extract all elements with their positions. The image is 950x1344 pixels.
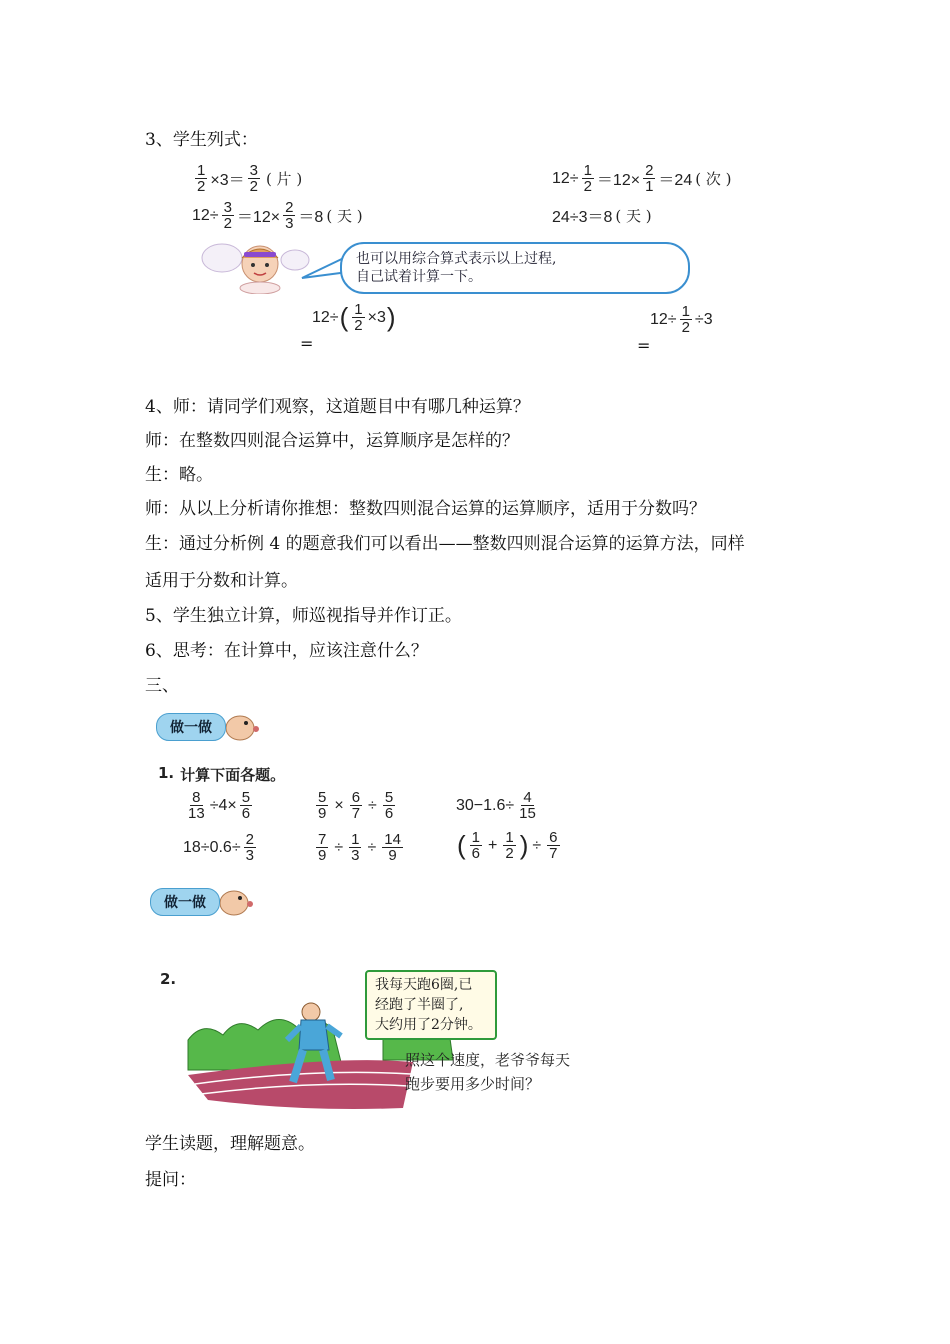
fraction bbox=[248, 163, 260, 194]
combined-formula-left bbox=[312, 302, 397, 333]
mole-icon bbox=[220, 887, 254, 917]
speech-line: 我每天跑6圈,已 bbox=[375, 977, 473, 993]
question-2-text bbox=[405, 1048, 570, 1096]
fraction bbox=[350, 790, 362, 821]
operator: ÷ bbox=[367, 838, 377, 856]
numerator: 5 bbox=[318, 789, 327, 806]
numerator: 7 bbox=[318, 831, 327, 848]
operator: ÷ bbox=[532, 836, 542, 854]
paragraph: 4、师：请同学们观察，这道题目中有哪几种运算？ bbox=[145, 397, 530, 417]
fraction bbox=[222, 200, 234, 231]
numerator: 2 bbox=[245, 831, 254, 848]
operator: 30−1.6÷ bbox=[456, 796, 515, 814]
numerator: 14 bbox=[384, 831, 401, 848]
speech-line: 经跑了半圈了, bbox=[375, 997, 464, 1013]
denominator: 2 bbox=[681, 319, 690, 336]
question-line: 照这个速度，老爷爷每天 bbox=[405, 1051, 571, 1069]
unit: ( 天 ) bbox=[615, 207, 652, 225]
paragraph: 5、学生独立计算，师巡视指导并作订正。 bbox=[145, 606, 462, 626]
question-line: 跑步要用多少时间？ bbox=[405, 1075, 541, 1093]
fraction bbox=[503, 830, 515, 861]
speech-bubble bbox=[340, 242, 690, 294]
practice-tag-label: 做一做 bbox=[156, 713, 226, 741]
fraction bbox=[352, 302, 364, 333]
exercise-5 bbox=[313, 832, 406, 863]
operator: ÷4× bbox=[209, 796, 237, 814]
paragraph: 提问： bbox=[145, 1170, 196, 1190]
unit: ( 片 ) bbox=[265, 170, 303, 188]
operator: ×3＝ bbox=[210, 172, 245, 189]
operator: 12÷ bbox=[552, 169, 579, 187]
operator: ÷ bbox=[334, 838, 344, 856]
numerator: 1 bbox=[583, 162, 592, 179]
denominator: 9 bbox=[318, 805, 327, 822]
numerator: 3 bbox=[249, 162, 258, 179]
denominator: 2 bbox=[197, 178, 206, 195]
denominator: 6 bbox=[241, 805, 251, 822]
fraction bbox=[283, 200, 295, 231]
paren-close: ) bbox=[519, 830, 529, 860]
fraction bbox=[382, 832, 403, 863]
paren-open: ( bbox=[339, 302, 349, 332]
operator: 12÷ bbox=[650, 310, 677, 328]
fraction bbox=[316, 832, 328, 863]
question-number: 1. bbox=[158, 764, 175, 782]
denominator: 7 bbox=[351, 805, 361, 822]
denominator: 2 bbox=[505, 845, 514, 862]
numerator: 6 bbox=[549, 829, 558, 846]
formula-1 bbox=[192, 163, 302, 194]
fraction bbox=[470, 830, 482, 861]
bubble-line: 自己试着计算一下。 bbox=[356, 269, 482, 285]
denominator: 13 bbox=[188, 805, 205, 822]
numerator: 5 bbox=[384, 789, 394, 806]
fraction bbox=[195, 163, 207, 194]
operator: × bbox=[334, 796, 344, 814]
operator: ＝12× bbox=[596, 172, 641, 189]
denominator: 1 bbox=[645, 178, 654, 195]
numerator: 1 bbox=[505, 829, 514, 846]
practice-tag-2 bbox=[150, 887, 254, 917]
equals-right: = bbox=[637, 336, 651, 355]
question-2-number: 2. bbox=[160, 970, 177, 988]
combined-formula-right bbox=[650, 304, 713, 335]
formula-3 bbox=[552, 163, 731, 194]
denominator: 15 bbox=[519, 805, 536, 822]
paragraph: 师：在整数四则混合运算中，运算顺序是怎样的？ bbox=[145, 431, 519, 451]
exercise-4 bbox=[183, 832, 259, 863]
denominator: 3 bbox=[245, 847, 254, 864]
fraction bbox=[383, 790, 395, 821]
paragraph: 6、思考：在计算中，应该注意什么？ bbox=[145, 641, 428, 661]
unit: ( 天 ) bbox=[326, 207, 363, 225]
paren-open: ( bbox=[457, 830, 466, 860]
question-title: 计算下面各题。 bbox=[180, 766, 286, 784]
numerator: 1 bbox=[354, 301, 363, 318]
exercise-1 bbox=[183, 790, 255, 821]
numerator: 3 bbox=[223, 199, 232, 216]
bubble-line: 也可以用综合算式表示以上过程, bbox=[356, 251, 557, 267]
paragraph: 学生读题，理解题意。 bbox=[145, 1134, 315, 1154]
operator: ＝8 bbox=[298, 209, 324, 226]
mole-icon bbox=[226, 712, 260, 742]
numerator: 2 bbox=[645, 162, 654, 179]
fraction bbox=[643, 163, 655, 194]
formula-2 bbox=[192, 200, 363, 231]
fraction bbox=[582, 163, 594, 194]
fraction bbox=[517, 790, 538, 821]
paragraph: 生：略。 bbox=[145, 465, 213, 485]
practice-tag-1 bbox=[156, 712, 260, 742]
paragraph: 生：通过分析例 4 的题意我们可以看出——整数四则混合运算的运算方法，同样 bbox=[145, 534, 745, 554]
denominator: 2 bbox=[583, 178, 592, 195]
operator: ÷ bbox=[368, 796, 377, 814]
numerator: 8 bbox=[192, 789, 201, 806]
numerator: 1 bbox=[351, 831, 360, 848]
numerator: 1 bbox=[471, 829, 481, 846]
runner-speech bbox=[365, 970, 497, 1040]
denominator: 3 bbox=[351, 847, 360, 864]
numerator: 1 bbox=[681, 303, 690, 320]
fraction bbox=[244, 832, 256, 863]
numerator: 2 bbox=[285, 199, 294, 216]
equals-left: = bbox=[300, 334, 314, 353]
denominator: 2 bbox=[223, 215, 232, 232]
denominator: 9 bbox=[318, 847, 327, 864]
operator: + bbox=[488, 836, 498, 854]
denominator: 9 bbox=[388, 847, 397, 864]
denominator: 6 bbox=[471, 845, 481, 862]
fraction bbox=[240, 790, 252, 821]
denominator: 2 bbox=[354, 317, 363, 334]
operator: 12÷ bbox=[192, 206, 219, 224]
denominator: 7 bbox=[549, 845, 558, 862]
operator: 12÷ bbox=[312, 308, 339, 326]
exercise-3 bbox=[456, 790, 541, 821]
paragraph: 师：从以上分析请你推想：整数四则混合运算的运算顺序，适用于分数吗？ bbox=[145, 499, 706, 519]
denominator: 2 bbox=[249, 178, 258, 195]
paragraph: 适用于分数和计算。 bbox=[145, 571, 298, 591]
practice-tag-label: 做一做 bbox=[150, 888, 220, 916]
numerator: 5 bbox=[241, 789, 251, 806]
denominator: 3 bbox=[285, 215, 294, 232]
question-1-heading bbox=[158, 764, 285, 785]
speech-line: 大约用了2分钟。 bbox=[375, 1017, 482, 1033]
unit: ( 次 ) bbox=[695, 170, 732, 188]
fraction bbox=[349, 832, 361, 863]
exercise-6 bbox=[456, 830, 563, 861]
numerator: 4 bbox=[523, 789, 532, 806]
denominator: 6 bbox=[384, 805, 394, 822]
angel-illustration bbox=[200, 238, 310, 294]
numerator: 6 bbox=[351, 789, 361, 806]
formula-4 bbox=[552, 204, 652, 227]
fraction bbox=[316, 790, 328, 821]
operator: ×3 bbox=[367, 308, 386, 326]
paren-close: ) bbox=[386, 302, 396, 332]
exercise-2 bbox=[313, 790, 398, 821]
operator: ＝24 bbox=[658, 172, 693, 189]
fraction bbox=[547, 830, 559, 861]
fraction bbox=[186, 790, 207, 821]
expression: 24÷3＝8 bbox=[552, 209, 613, 226]
numerator: 1 bbox=[197, 162, 206, 179]
fraction bbox=[680, 304, 692, 335]
operator: ÷3 bbox=[694, 310, 713, 328]
heading-3: 3、学生列式： bbox=[145, 130, 258, 150]
operator: ＝12× bbox=[236, 209, 281, 226]
operator: 18÷0.6÷ bbox=[183, 838, 241, 856]
paragraph: 三、 bbox=[145, 676, 179, 696]
